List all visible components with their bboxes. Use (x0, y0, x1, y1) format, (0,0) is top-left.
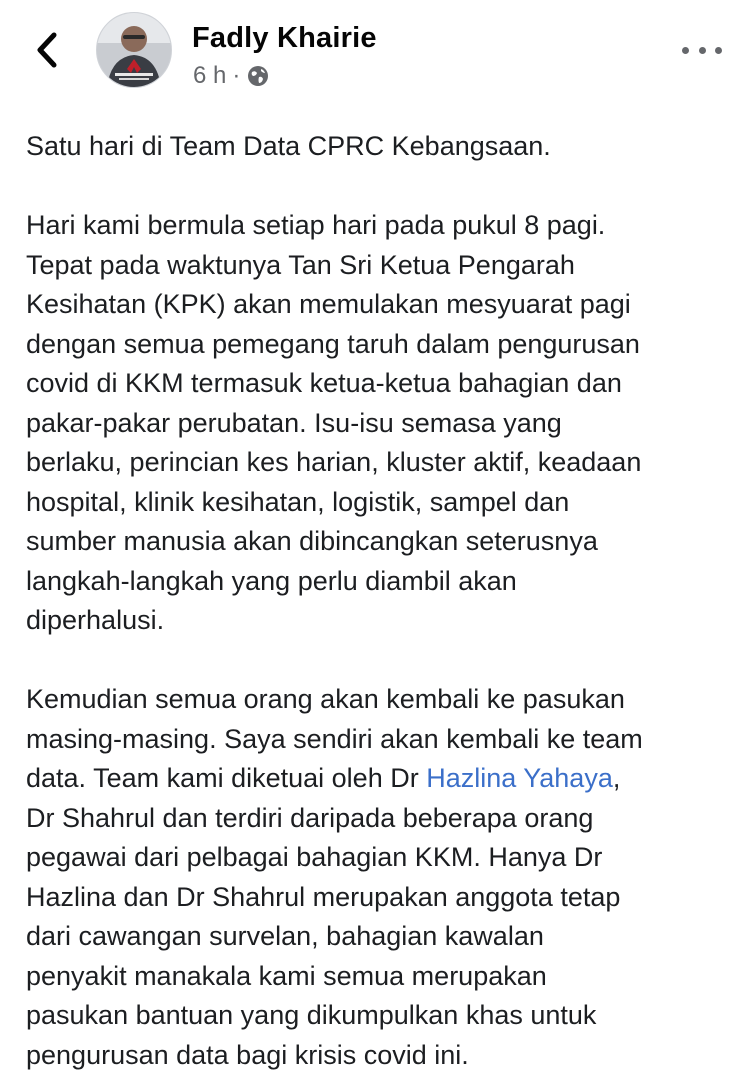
author-name[interactable]: Fadly Khairie (192, 22, 377, 54)
post-meta (193, 62, 269, 90)
post-header (0, 0, 750, 110)
post-text-line: dari cawangan survelan, bahagian kawalan (26, 921, 544, 951)
post-text-line: diperhalusi. (26, 605, 165, 635)
post-text-fragment: , (612, 763, 621, 793)
post-text-line: Kesihatan (KPK) akan memulakan mesyuarat pagi (26, 289, 631, 319)
back-button[interactable] (30, 30, 64, 70)
more-dot (699, 47, 706, 54)
post-paragraph (26, 127, 738, 167)
post-text: Satu hari di Team Data CPRC Kebangsaan. (26, 131, 551, 161)
post-text-line: dengan semua pemegang taruh dalam pengurusan (26, 328, 640, 359)
post-text-line: pasukan bantuan yang dikumpulkan khas untuk (26, 1000, 597, 1030)
post-paragraph (26, 206, 738, 641)
globe-icon (247, 65, 269, 87)
post-text-line: data. Team kami diketuai oleh Dr (26, 763, 427, 793)
post-text-line: Dr Shahrul dan terdiri daripada beberapa orang (26, 802, 594, 833)
post-text-line: masing-masing. Saya sendiri akan kembali ke team (26, 723, 643, 754)
post-text-line: penyakit manakala kami semua merupakan (26, 960, 547, 991)
post-text-line: Kemudian semua orang akan kembali ke pasukan (26, 684, 625, 714)
post-text-line: covid di KKM termasuk ketua-ketua bahagian dan (26, 368, 622, 398)
more-options-button[interactable] (682, 40, 722, 60)
post-body (26, 127, 738, 1075)
mention-link[interactable]: Hazlina Yahaya (426, 763, 613, 793)
post-paragraph (26, 680, 738, 1075)
meta-separator: · (232, 62, 241, 89)
post-text-line: Tepat pada waktunya Tan Sri Ketua Pengarah (26, 249, 575, 280)
post-text-line: berlaku, perincian kes harian, kluster aktif, keadaan (26, 447, 642, 477)
more-dot (682, 47, 689, 54)
post-text-line: langkah-langkah yang perlu diambil akan (26, 565, 517, 596)
avatar-image (97, 13, 171, 87)
post-text-line: Hari kami bermula setiap hari pada pukul 8 pagi. (26, 210, 606, 240)
post-text-line: hospital, klinik kesihatan, logistik, sampel dan (26, 486, 570, 517)
post-text-line: sumber manusia akan dibincangkan seterusnya (26, 526, 598, 556)
post-text-line: pegawai dari pelbagai bahagian KKM. Hanya Dr (26, 842, 603, 872)
post-timestamp[interactable]: 6 h (193, 62, 227, 89)
post-text-line: pengurusan data bagi krisis covid ini. (26, 1039, 469, 1070)
more-dot (715, 47, 722, 54)
chevron-left-icon (34, 30, 60, 70)
post-text-line: Hazlina dan Dr Shahrul merupakan anggota tetap (26, 881, 621, 912)
post-text-line: pakar-pakar perubatan. Isu-isu semasa yang (26, 407, 562, 438)
avatar[interactable] (96, 12, 172, 88)
